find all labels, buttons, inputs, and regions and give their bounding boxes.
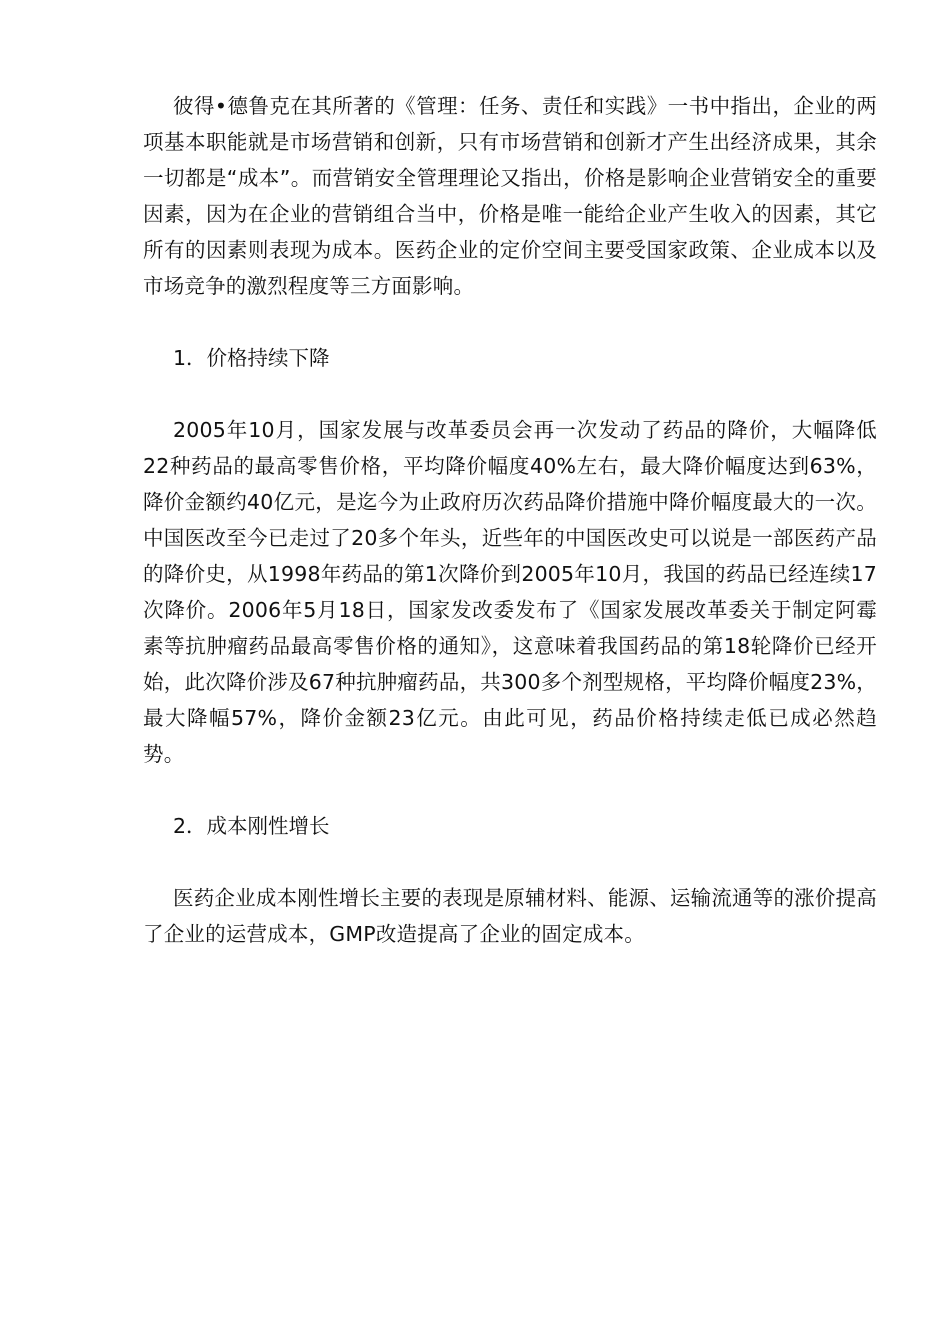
document-body [143,88,877,952]
spacer [143,304,877,340]
intro-paragraph: 彼得•德鲁克在其所著的《管理：任务、责任和实践》一书中指出，企业的两项基本职能就是市场营销和创新，只有市场营销和创新才产生出经济成果，其余一切都是“成本”。而营销安全管理理论又指出，价格是影响企业营销安全的重要因素，因为在企业的营销组合当中，价格是唯一能给企业产生收入的因素，其它所有的因素则表现为成本。医药企业的定价空间主要受国家政策、企业成本以及市场竞争的激烈程度等三方面影响。 [143,94,877,298]
spacer [143,844,877,880]
spacer [143,772,877,808]
section-paragraph-price-decline: 2005年10月，国家发展与改革委员会再一次发动了药品的降价，大幅降低22种药品的最高零售价格，平均降价幅度40%左右，最大降价幅度达到63%，降价金额约40亿元，是迄今为止政府历次药品降价措施中降价幅度最大的一次。中国医改至今已走过了20多个年头，近些年的中国医改史可以说是一部医药产品的降价史，从1998年药品的第1次降价到2005年10月，我国的药品已经连续17次降价。2006年5月18日，国家发改委发布了《国家发展改革委关于制定阿霉素等抗肿瘤药品最高零售价格的通知》，这意味着我国药品的第18轮降价已经开始，此次降价涉及67种抗肿瘤药品，共300多个剂型规格，平均降价幅度23%，最大降幅57%，降价金额23亿元。由此可见，药品价格持续走低已成必然趋势。 [143,418,877,766]
spacer [143,376,877,412]
section-heading-cost-growth: 2．成本刚性增长 [173,814,330,838]
section-heading-price-decline: 1．价格持续下降 [173,346,330,370]
section-paragraph-cost-growth: 医药企业成本刚性增长主要的表现是原辅材料、能源、运输流通等的涨价提高了企业的运营成本，GMP改造提高了企业的固定成本。 [143,886,877,946]
